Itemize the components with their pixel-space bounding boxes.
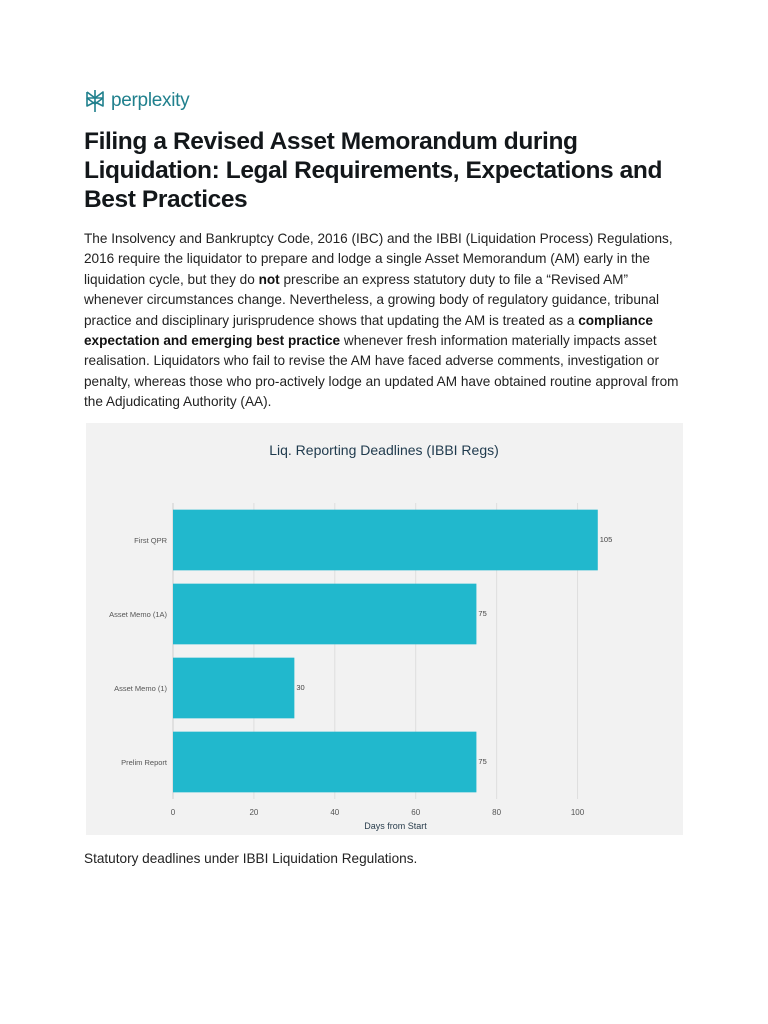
intro-text-2: prescribe an express statutory duty to file a “Revised AM” whenever circumstances change. Nevertheless, a growing body of regulatory guidance, tribunal practice and disciplinary jurisprudence shows that updating the AM is treated as a (84, 271, 660, 328)
category-label: Prelim Report (121, 758, 167, 767)
bar (173, 510, 598, 571)
x-tick-label: 80 (492, 808, 502, 817)
chart-svg (86, 423, 683, 835)
x-tick-label: 20 (249, 808, 259, 817)
data-label: 75 (478, 609, 487, 618)
bar (173, 658, 294, 719)
chart-title: Liq. Reporting Deadlines (IBBI Regs) (269, 442, 499, 458)
category-label: Asset Memo (1A) (109, 610, 167, 619)
data-label: 105 (599, 535, 613, 544)
bar-chart (86, 423, 683, 835)
x-axis-label: Days from Start (364, 821, 427, 831)
intro-text-1: The Insolvency and Bankruptcy Code, 2016 (IBC) and the IBBI (Liquidation Process) Regulations, 2016 require the liquidator to prepare and lodge a single Asset Memorandum (AM) early in the liquidation cycle, but they do (84, 231, 673, 287)
category-label: First QPR (134, 536, 167, 545)
intro-paragraph (84, 229, 688, 413)
intro-text-3: whenever fresh information materially impacts asset realisation. Liquidators who fail to revise the AM have faced adverse comments, investigation or penalty, whereas those who pro-actively lodge an updated AM have obtained routine approval from the Adjudicating Authority (AA). (84, 333, 679, 410)
data-label: 30 (296, 683, 305, 692)
chart-caption: Statutory deadlines under IBBI Liquidation Regulations. (84, 851, 418, 866)
brand-header[interactable] (84, 89, 189, 113)
x-tick-label: 40 (330, 808, 340, 817)
x-tick-label: 0 (170, 808, 176, 817)
page-title: Filing a Revised Asset Memorandum during Liquidation: Legal Requirements, Expectations and Best Practices (84, 128, 663, 213)
perplexity-logo-icon (84, 89, 106, 113)
intro-bold-2: compliance expectation and emerging best practice (84, 312, 653, 349)
bar (173, 584, 476, 645)
x-tick-label: 60 (411, 808, 421, 817)
intro-bold-1: not (258, 271, 280, 287)
x-tick-label: 100 (570, 808, 585, 817)
bar (173, 732, 476, 793)
data-label: 75 (478, 757, 487, 766)
brand-name: perplexity (111, 90, 190, 111)
category-label: Asset Memo (1) (114, 684, 167, 693)
